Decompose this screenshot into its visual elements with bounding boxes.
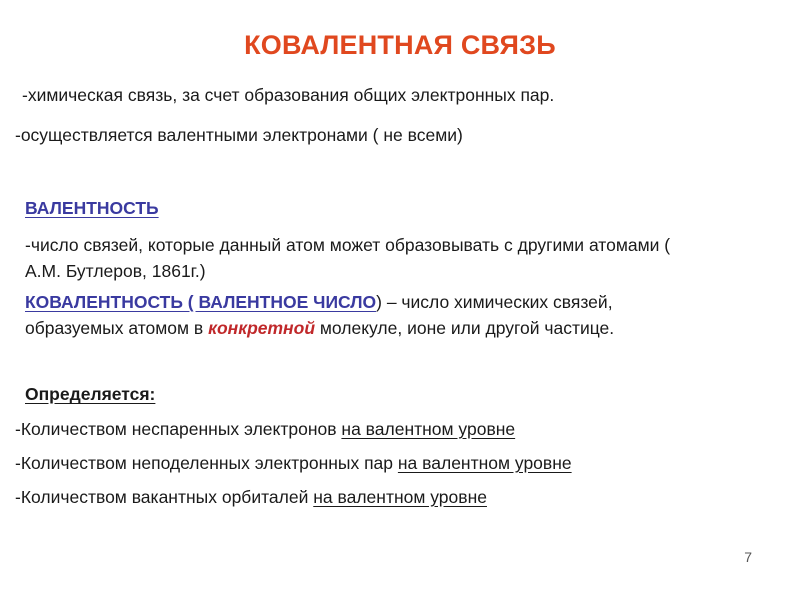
covalence-line2-before: образуемых атомом в (25, 318, 209, 338)
covalence-emphasis: конкретной (208, 318, 316, 338)
determined-heading: Определяется: (25, 384, 156, 404)
valence-definition (25, 232, 670, 284)
determined-item (15, 486, 487, 508)
determined-item-underlined: на валентном уровне (397, 453, 572, 473)
determined-item-text: -Количеством неспаренных электронов (15, 419, 342, 439)
valence-line-1: -число связей, которые данный атом может образовывать с другими атомами ( (25, 235, 671, 255)
covalence-line2-after: молекуле, ионе или другой частице. (315, 318, 615, 338)
determined-item-text: -Количеством вакантных орбиталей (15, 487, 314, 507)
covalence-line-2 (25, 315, 614, 341)
covalence-line-1 (25, 289, 614, 315)
valence-heading: ВАЛЕНТНОСТЬ (25, 198, 159, 218)
covalence-term: КОВАЛЕНТНОСТЬ ( ВАЛЕНТНОЕ ЧИСЛО (25, 292, 377, 312)
definition-line-2: -осуществляется валентными электронами ( не всеми) (15, 125, 463, 145)
covalence-after-term: ) – число химических связей, (376, 292, 613, 312)
determined-item-underlined: на валентном уровне (341, 419, 516, 439)
definition-line-1: -химическая связь, за счет образования общих электронных пар. (22, 85, 555, 105)
covalence-definition (25, 289, 614, 341)
valence-line-2: А.М. Бутлеров, 1861г.) (25, 261, 206, 281)
determined-item (15, 418, 515, 440)
determined-item-text: -Количеством неподеленных электронных пар (15, 453, 398, 473)
determined-item (15, 452, 572, 474)
determined-item-underlined: на валентном уровне (313, 487, 487, 507)
slide-title: КОВАЛЕНТНАЯ СВЯЗЬ (244, 30, 556, 60)
page-number: 7 (744, 549, 752, 565)
